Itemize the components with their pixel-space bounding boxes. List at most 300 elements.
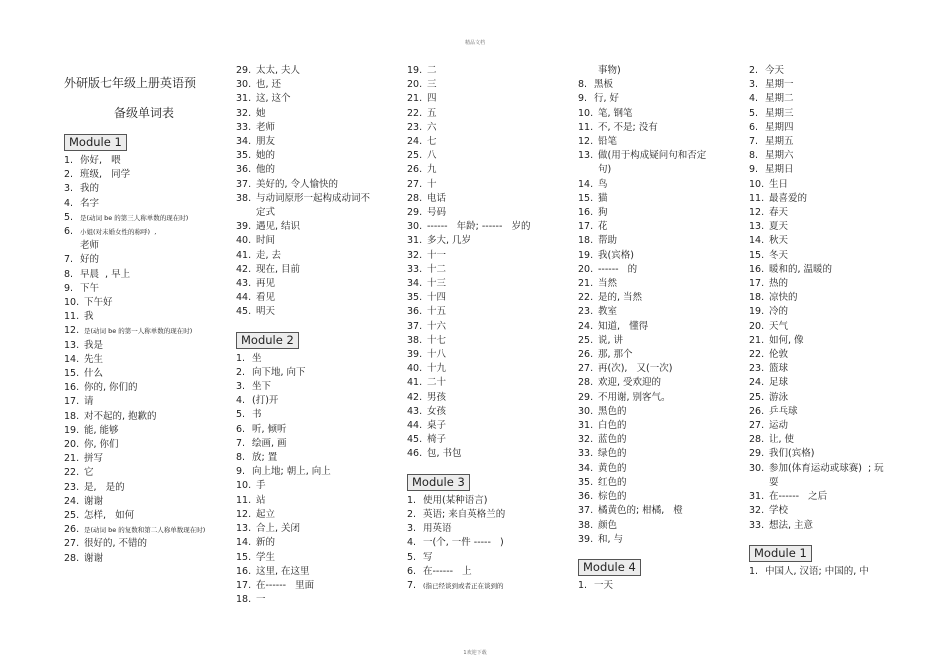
word-entry (236, 593, 396, 607)
word-entry (64, 154, 224, 168)
entry-meaning: 男孩 (427, 391, 447, 403)
continuation-text: 事物) (598, 65, 621, 76)
entry-number: 17. (578, 221, 594, 233)
entry-meaning: 十八 (427, 349, 447, 361)
entry-meaning: 一 (256, 594, 266, 606)
entry-meaning: 向下地, 向下 (252, 366, 306, 378)
word-entry (236, 451, 396, 465)
entry-number: 43. (236, 278, 252, 290)
entry-number: 26. (64, 524, 80, 536)
entry-meaning: 十六 (427, 320, 447, 332)
word-entry (578, 533, 738, 547)
word-list (407, 494, 567, 593)
entry-number: 2. (236, 366, 246, 378)
entry-meaning: (指已经谈到或者正在谈到的 (423, 581, 504, 590)
entry-meaning: 他的 (256, 164, 276, 176)
entry-meaning: 这, 这个 (256, 93, 291, 105)
entry-number: 40. (407, 363, 423, 375)
entry-number: 15. (578, 192, 594, 204)
entry-meaning: 下午好 (84, 297, 113, 309)
word-entry (236, 423, 396, 437)
entry-meaning: 十三 (427, 278, 447, 290)
entry-number: 27. (64, 538, 80, 550)
entry-number: 15. (64, 368, 80, 380)
word-entry (749, 519, 909, 533)
word-entry (236, 277, 396, 291)
word-entry (578, 490, 738, 504)
entry-meaning: 知道, 懂得 (598, 320, 649, 332)
entry-number: 29. (749, 448, 765, 460)
word-entry (578, 291, 738, 305)
word-entry (749, 263, 909, 277)
entry-number: 30. (236, 79, 252, 91)
entry-meaning: 女孩 (427, 405, 447, 417)
entry-number: 8. (64, 268, 74, 280)
entry-number: 17. (749, 278, 765, 290)
entry-meaning: 足球 (769, 377, 789, 389)
entry-number: 32. (407, 249, 423, 261)
entry-number: 23. (407, 121, 423, 133)
footer-note: 1欢迎下载 (463, 650, 487, 656)
word-entry (407, 78, 567, 92)
entry-number: 38. (407, 334, 423, 346)
document-title (64, 68, 224, 128)
word-entry (64, 253, 224, 267)
word-entry (64, 395, 224, 409)
entry-meaning: 生日 (769, 178, 789, 190)
entry-meaning: 星期一 (765, 79, 794, 91)
entry-number: 31. (236, 93, 252, 105)
word-entry (236, 305, 396, 319)
entry-number: 9. (236, 466, 246, 478)
column-3 (407, 64, 567, 593)
entry-meaning: 今天 (765, 65, 785, 76)
entry-meaning: 手 (256, 480, 266, 492)
entry-meaning: 向上地; 朝上, 向上 (252, 466, 331, 478)
entry-number: 3. (236, 381, 246, 393)
module-heading: Module 1 (749, 545, 812, 562)
entry-meaning: 运动 (769, 420, 789, 432)
entry-number: 24. (64, 495, 80, 507)
entry-number: 6. (236, 423, 246, 435)
entry-meaning: 八 (427, 150, 437, 162)
entry-number: 41. (236, 249, 252, 261)
word-entry (578, 277, 738, 291)
entry-meaning: 名字 (80, 197, 100, 209)
entry-meaning: 绘画, 画 (252, 437, 287, 449)
entry-meaning: 橘黄色的; 柑橘, 橙 (598, 505, 683, 517)
entry-number: 40. (236, 235, 252, 247)
entry-number: 7. (236, 437, 246, 449)
word-entry (407, 579, 567, 593)
entry-meaning: 红色的 (598, 476, 627, 488)
entry-continuation: 定式 (256, 207, 276, 219)
word-entry (236, 479, 396, 493)
entry-meaning: 参加(体育运动或球赛) ; 玩 (769, 462, 884, 474)
word-entry (64, 481, 224, 495)
entry-number: 11. (64, 311, 80, 323)
entry-number: 18. (64, 410, 80, 422)
word-entry (64, 537, 224, 551)
entry-meaning: 在------ 之后 (769, 491, 828, 503)
entry-number: 8. (749, 150, 759, 162)
entry-number: 6. (749, 121, 759, 133)
entry-number: 8. (236, 452, 246, 464)
word-entry (236, 163, 396, 177)
entry-meaning: 起立 (256, 508, 276, 520)
entry-meaning: 中国人, 汉语; 中国的, 中 (765, 565, 869, 577)
entry-meaning: 六 (427, 121, 437, 133)
entry-meaning: 最喜爱的 (769, 192, 808, 204)
entry-meaning: 看见 (256, 292, 276, 304)
entry-meaning: 用英语 (423, 523, 452, 535)
word-entry (236, 508, 396, 522)
entry-meaning: 书 (252, 409, 262, 421)
word-entry (64, 339, 224, 353)
entry-meaning: 包, 书包 (427, 448, 462, 460)
entry-meaning: 小姐(对未婚女性的称呼) , (80, 228, 157, 237)
header-note: 精品文档 (464, 40, 485, 46)
entry-number: 2. (64, 169, 74, 181)
entry-meaning: 我 (84, 311, 94, 323)
entry-number: 7. (749, 136, 759, 148)
entry-number: 19. (749, 306, 765, 318)
word-entry (407, 522, 567, 536)
word-entry (236, 465, 396, 479)
word-list (749, 64, 909, 533)
entry-meaning: 伦敦 (769, 349, 789, 361)
entry-number: 3. (749, 79, 759, 91)
entry-meaning: ------ 年龄; ------ 岁的 (427, 221, 531, 233)
entry-number: 33. (749, 519, 765, 531)
entry-meaning: 你好, 喂 (80, 155, 121, 166)
entry-meaning: 黑色的 (598, 405, 627, 417)
word-entry (236, 536, 396, 550)
entry-meaning: 乒乓球 (769, 405, 798, 417)
word-entry (236, 394, 396, 408)
entry-meaning: 她的 (256, 150, 276, 162)
entry-number: 12. (578, 136, 594, 148)
entry-number: 20. (407, 79, 423, 91)
entry-number: 13. (578, 150, 594, 162)
word-entry (578, 107, 738, 121)
entry-meaning: 欢迎, 受欢迎的 (598, 377, 662, 389)
word-entry (578, 206, 738, 220)
entry-number: 42. (407, 391, 423, 403)
entry-meaning: 天气 (769, 320, 789, 332)
entry-number: 11. (236, 494, 252, 506)
entry-number: 1. (64, 155, 74, 166)
word-entry (407, 220, 567, 234)
entry-meaning: 美好的, 令人愉快的 (256, 178, 339, 190)
entry-meaning: 教室 (598, 306, 618, 318)
word-entry (578, 220, 738, 234)
entry-number: 18. (578, 235, 594, 247)
word-entry (578, 78, 738, 92)
entry-number: 46. (407, 448, 423, 460)
entry-number: 34. (578, 462, 594, 474)
word-list (236, 352, 396, 608)
entry-number: 14. (749, 235, 765, 247)
entry-meaning: 班级, 同学 (80, 169, 131, 181)
entry-number: 20. (749, 320, 765, 332)
entry-number: 22. (578, 292, 594, 304)
entry-meaning: 黑板 (594, 79, 614, 91)
entry-number: 28. (749, 434, 765, 446)
entry-number: 2. (749, 65, 759, 76)
entry-number: 26. (749, 405, 765, 417)
entry-number: 24. (407, 136, 423, 148)
entry-meaning: 十四 (427, 292, 447, 304)
word-entry (749, 565, 909, 579)
word-entry (578, 447, 738, 461)
entry-meaning: 四 (427, 93, 437, 105)
entry-number: 9. (578, 93, 588, 105)
word-entry (749, 391, 909, 405)
word-entry (578, 348, 738, 362)
entry-meaning: 夏天 (769, 221, 789, 233)
entry-number: 3. (407, 523, 417, 535)
word-entry (749, 178, 909, 192)
entry-meaning: 请 (84, 396, 94, 408)
word-entry (407, 565, 567, 579)
word-entry (236, 135, 396, 149)
entry-meaning: 狗 (598, 207, 608, 219)
entry-meaning: 凉快的 (769, 292, 798, 304)
entry-meaning: 十 (427, 178, 437, 190)
entry-number: 30. (578, 405, 594, 417)
word-entry (578, 519, 738, 533)
word-entry (407, 362, 567, 376)
entry-meaning: 再见 (256, 278, 276, 290)
word-entry (407, 277, 567, 291)
entry-number: 7. (407, 579, 417, 591)
entry-number: 16. (64, 382, 80, 394)
entry-meaning: 想法, 主意 (769, 519, 814, 531)
word-entry (749, 107, 909, 121)
word-entry (407, 405, 567, 419)
entry-meaning: 笔, 钢笔 (598, 107, 633, 119)
word-entry (578, 462, 738, 476)
entry-number: 42. (236, 263, 252, 275)
entry-meaning: 十七 (427, 334, 447, 346)
entry-number: 12. (749, 207, 765, 219)
entry-meaning: 再(次), 又(一次) (598, 363, 673, 375)
entry-number: 37. (407, 320, 423, 332)
column-4 (578, 64, 738, 593)
entry-number: 31. (749, 491, 765, 503)
entry-meaning: 颜色 (598, 519, 618, 531)
entry-number: 25. (407, 150, 423, 162)
entry-number: 21. (749, 334, 765, 346)
entry-meaning: 秋天 (769, 235, 789, 247)
entry-meaning: 暖和的, 温暖的 (769, 263, 833, 275)
word-entry (236, 220, 396, 234)
title-line-2: 备级单词表 (113, 106, 174, 120)
entry-meaning: 那, 那个 (598, 349, 633, 361)
word-entry (64, 168, 224, 182)
entry-meaning: 新的 (256, 537, 276, 549)
entry-number: 11. (578, 121, 594, 133)
word-entry (578, 320, 738, 334)
entry-meaning: 十五 (427, 306, 447, 318)
entry-number: 45. (236, 306, 252, 318)
entry-meaning: 先生 (84, 353, 104, 365)
module-heading: Module 1 (64, 134, 127, 151)
entry-number: 9. (749, 164, 759, 176)
word-entry (407, 551, 567, 565)
word-entry (407, 320, 567, 334)
entry-meaning: 朋友 (256, 136, 276, 148)
entry-number: 31. (578, 420, 594, 432)
word-entry (578, 476, 738, 490)
entry-number: 4. (236, 395, 246, 407)
module-heading: Module 3 (407, 474, 470, 491)
entry-number: 33. (407, 263, 423, 275)
module-heading: Module 4 (578, 559, 641, 576)
word-entry (236, 408, 396, 422)
entry-number: 32. (236, 107, 252, 119)
entry-number: 36. (407, 306, 423, 318)
entry-meaning: 学校 (769, 505, 789, 517)
entry-number: 1. (407, 494, 417, 506)
entry-number: 1. (578, 579, 588, 591)
entry-meaning: 站 (256, 494, 266, 506)
word-entry (578, 149, 738, 177)
word-entry (749, 78, 909, 92)
entry-number: 5. (64, 211, 74, 223)
entry-meaning: 我是 (84, 339, 104, 351)
word-entry (407, 178, 567, 192)
entry-number: 16. (578, 207, 594, 219)
entry-number: 4. (407, 537, 417, 549)
entry-number: 21. (64, 453, 80, 465)
entry-number: 33. (236, 121, 252, 133)
entry-number: 28. (578, 377, 594, 389)
word-entry (749, 447, 909, 461)
word-entry (578, 192, 738, 206)
entry-number: 9. (64, 282, 74, 294)
entry-number: 22. (749, 349, 765, 361)
entry-meaning: 猫 (598, 192, 608, 204)
entry-number: 5. (749, 107, 759, 119)
entry-number: 10. (64, 297, 80, 309)
word-entry (64, 552, 224, 566)
entry-number: 19. (64, 424, 80, 436)
word-entry (64, 438, 224, 452)
entry-meaning: 电话 (427, 192, 447, 204)
word-entry (407, 348, 567, 362)
word-entry (749, 376, 909, 390)
entry-number: 44. (236, 292, 252, 304)
entry-meaning: 早晨 , 早上 (80, 268, 131, 280)
entry-number: 26. (578, 349, 594, 361)
entry-number: 13. (64, 339, 80, 351)
entry-meaning: 如何, 像 (769, 334, 804, 346)
entry-meaning: 九 (427, 164, 437, 176)
entry-meaning: 明天 (256, 306, 276, 318)
word-entry (407, 163, 567, 177)
entry-meaning: 合上, 关闭 (256, 523, 301, 535)
word-entry (236, 565, 396, 579)
word-entry (749, 348, 909, 362)
entry-meaning: 这里, 在这里 (256, 565, 310, 577)
entry-meaning: 走, 去 (256, 249, 282, 261)
word-entry (236, 579, 396, 593)
entry-meaning: 春天 (769, 207, 789, 219)
entry-meaning: 现在, 目前 (256, 263, 301, 275)
entry-meaning: 我们(宾格) (769, 448, 815, 460)
entry-meaning: 星期日 (765, 164, 794, 176)
entry-number: 45. (407, 434, 423, 446)
entry-number: 25. (749, 391, 765, 403)
entry-meaning: 太太, 夫人 (256, 65, 301, 76)
entry-number: 6. (64, 226, 74, 238)
word-entry (64, 211, 224, 225)
entry-number: 29. (578, 391, 594, 403)
entry-number: 23. (749, 363, 765, 375)
entry-number: 28. (407, 192, 423, 204)
entry-meaning: 怎样, 如何 (84, 510, 135, 522)
entry-number: 29. (236, 65, 252, 76)
entry-meaning: 谢谢 (84, 552, 104, 564)
entry-number: 27. (407, 178, 423, 190)
entry-continuation: 句) (598, 164, 612, 176)
entry-meaning: 什么 (84, 368, 104, 380)
word-entry (236, 352, 396, 366)
entry-meaning: 下午 (80, 282, 100, 294)
entry-number: 24. (578, 320, 594, 332)
word-entry (407, 376, 567, 390)
entry-number: 14. (64, 353, 80, 365)
entry-number: 26. (407, 164, 423, 176)
entry-number: 1. (749, 565, 759, 577)
entry-number: 43. (407, 405, 423, 417)
entry-meaning: 黄色的 (598, 462, 627, 474)
word-entry (236, 437, 396, 451)
entry-meaning: 好的 (80, 254, 100, 266)
entry-number: 34. (236, 136, 252, 148)
word-entry (407, 263, 567, 277)
entry-meaning: 花 (598, 221, 608, 233)
entry-number: 39. (578, 533, 594, 545)
entry-meaning: 鸟 (598, 178, 608, 190)
word-entry (64, 225, 224, 253)
entry-meaning: 你, 你们 (84, 439, 119, 451)
entry-meaning: 一天 (594, 579, 614, 591)
entry-number: 37. (236, 178, 252, 190)
entry-meaning: 多大, 几岁 (427, 235, 472, 247)
entry-meaning: 是(动词 be 的第三人称单数的现在时) (80, 213, 189, 222)
entry-number: 4. (64, 197, 74, 209)
word-entry (236, 366, 396, 380)
word-entry (578, 263, 738, 277)
entry-number: 27. (749, 420, 765, 432)
entry-meaning: 一(个, 一件 ----- ) (423, 537, 504, 549)
entry-meaning: 写 (423, 551, 433, 563)
column-2 (236, 64, 396, 607)
entry-number: 20. (64, 439, 80, 451)
entry-number: 27. (578, 363, 594, 375)
entry-number: 38. (578, 519, 594, 531)
entry-number: 23. (64, 481, 80, 493)
entry-meaning: 说, 讲 (598, 334, 624, 346)
entry-meaning: 当然 (598, 278, 618, 290)
entry-number: 16. (749, 263, 765, 275)
entry-meaning: 我(宾格) (598, 249, 634, 261)
entry-number: 5. (407, 551, 417, 563)
entry-meaning: 放; 置 (252, 452, 278, 464)
